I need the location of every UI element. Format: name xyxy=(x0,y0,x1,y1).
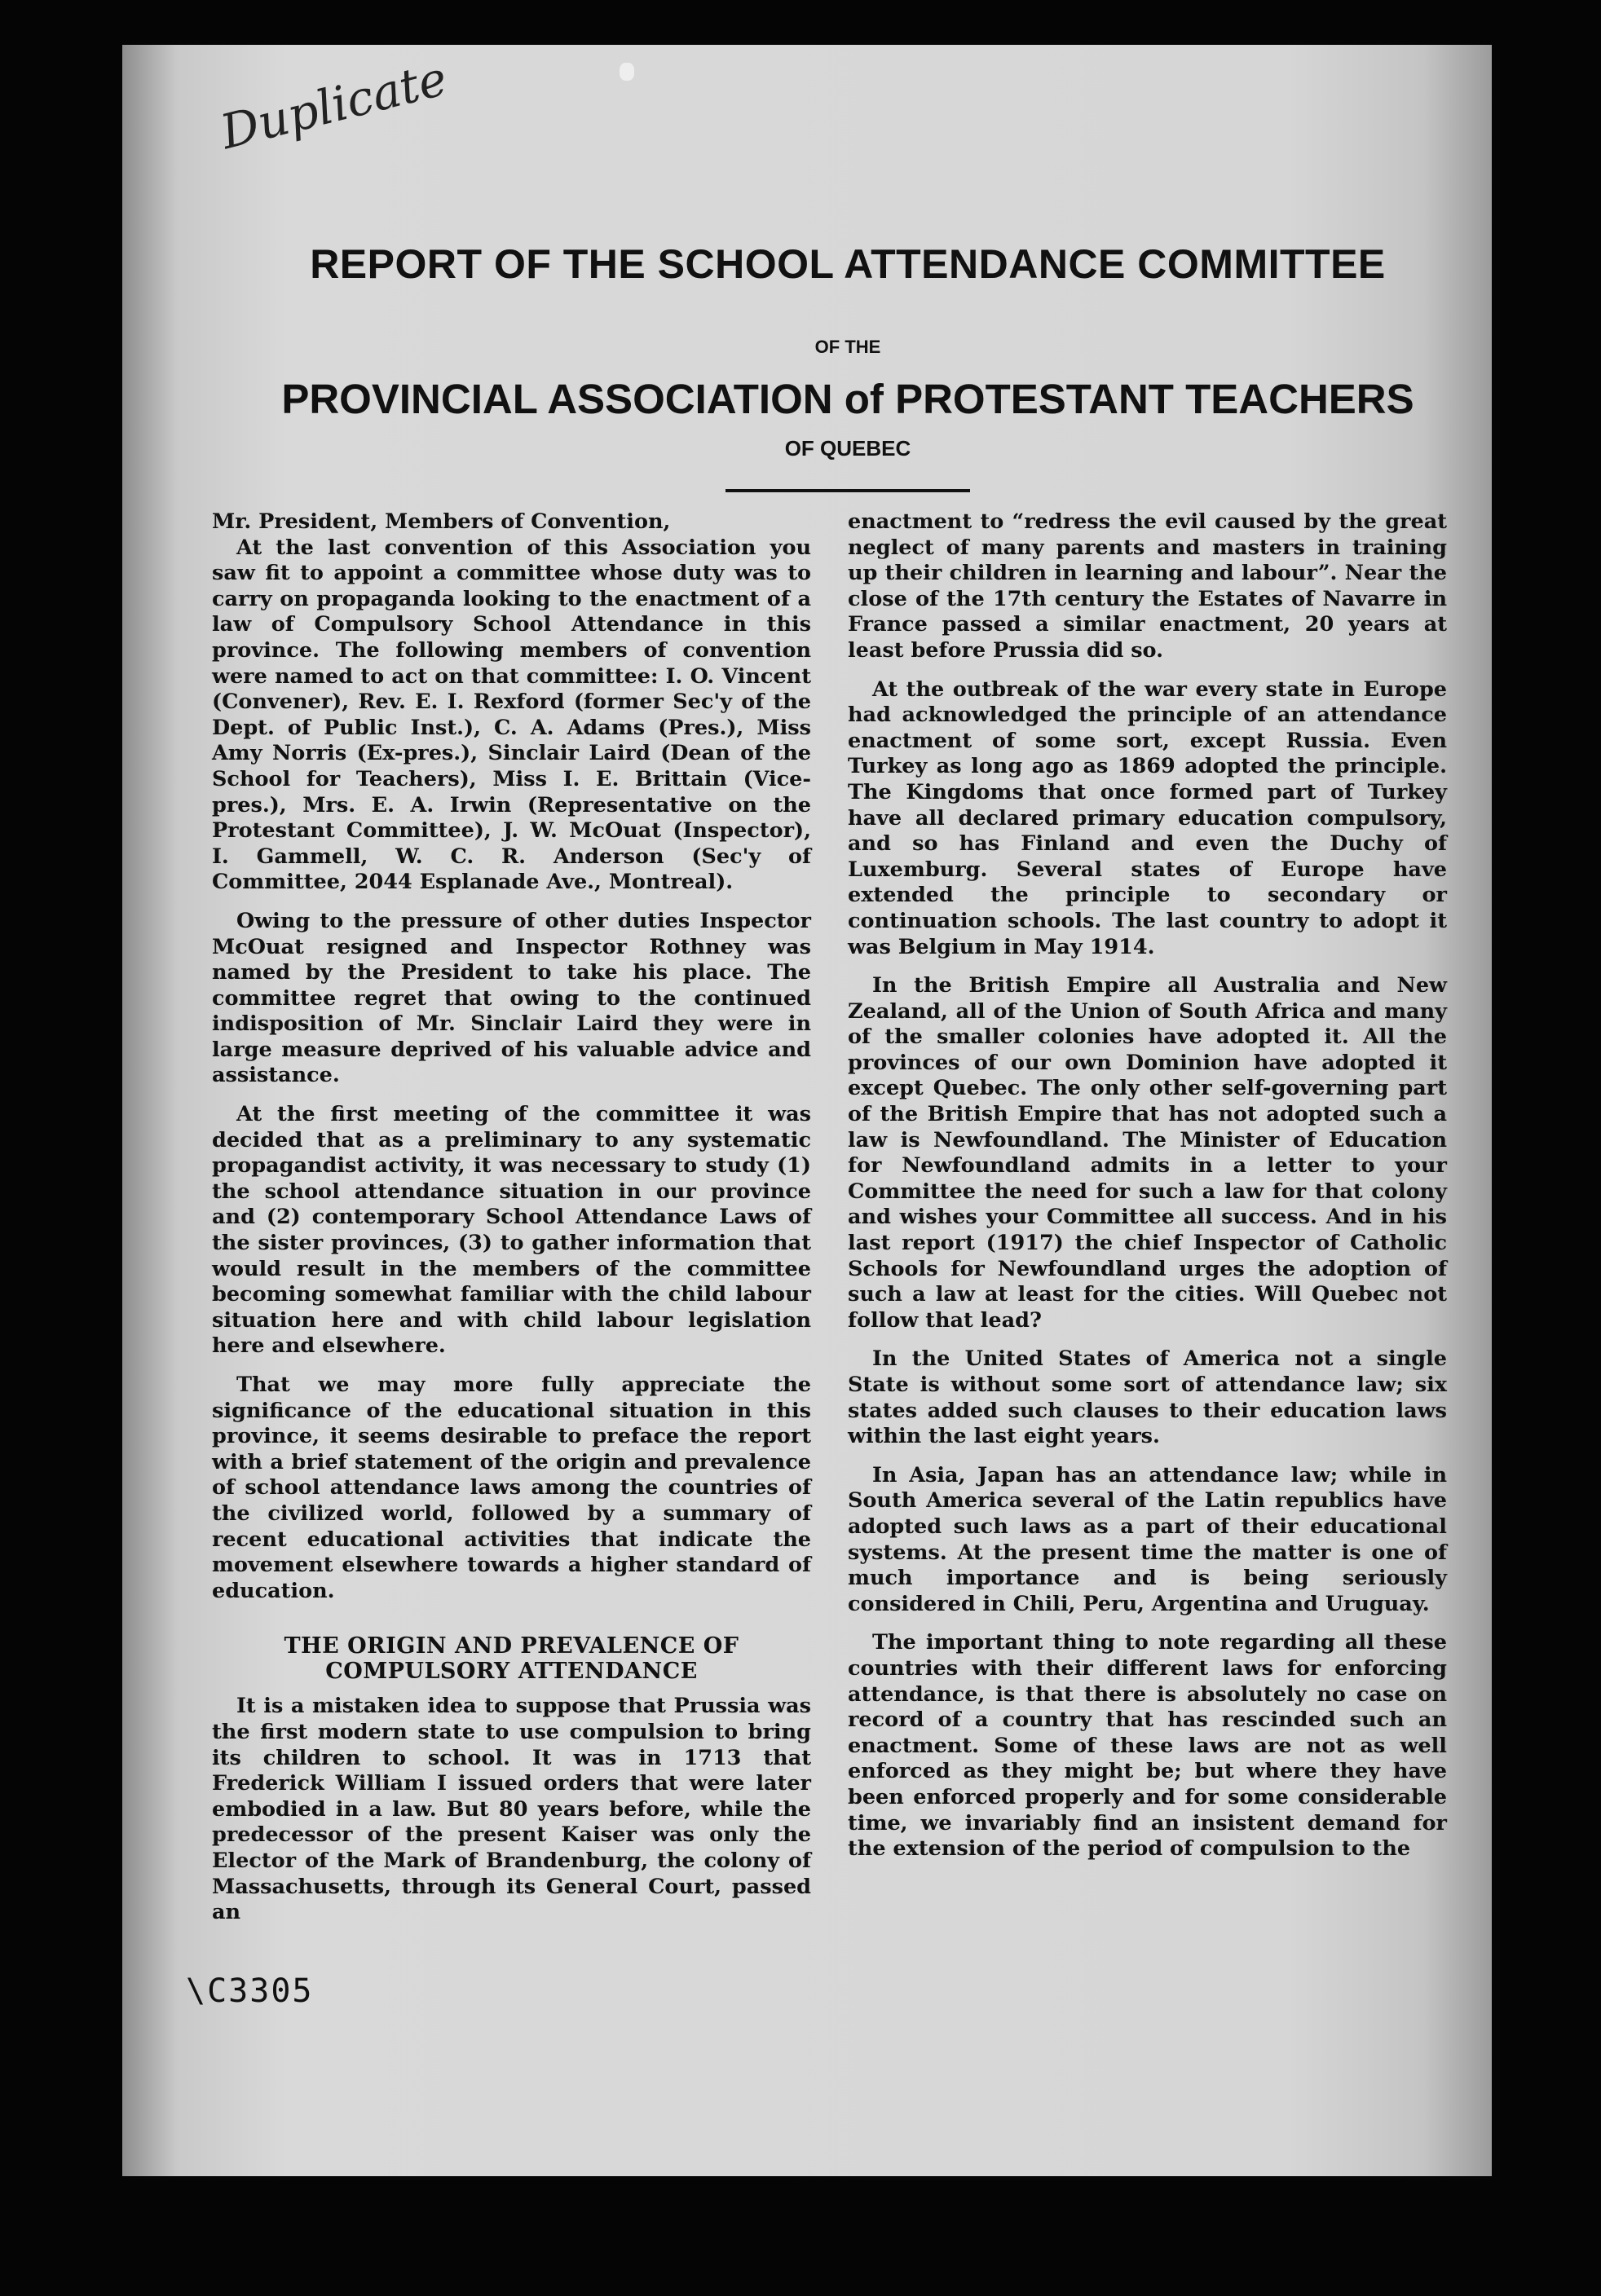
dust-speck xyxy=(620,63,634,81)
right-column xyxy=(848,509,1447,1875)
paragraph: At the first meeting of the committee it was decided that as a preliminary to any systematic propagandist activity, it was necessary to study (1) the school attendance situation in our province and (2) contemporary School Attendance Laws of the sister provinces, (3) to gather information that would result in the members of the committee becoming somewhat familiar with the child labour situation here and with child labour legislation here and elsewhere. xyxy=(212,1102,811,1359)
document-page xyxy=(122,45,1492,2176)
paragraph: enactment to “redress the evil caused by the great neglect of many parents and masters in training up their children in learning and labour”. Near the close of the 17th century the Estates of Navarre in France passed a similar enactment, 20 years at least before Prussia did so. xyxy=(848,509,1447,663)
association-title: PROVINCIAL ASSOCIATION of PROTESTANT TEACHERS xyxy=(281,376,1414,422)
salutation: Mr. President, Members of Convention, xyxy=(212,509,671,534)
catalog-number: \C3305 xyxy=(186,1972,314,2010)
paragraph: In the British Empire all Australia and New Zealand, all of the Union of South Africa and many of the smaller colonies have adopted it. All the provinces of our own Dominion have adopted it except Quebec. The only other self-governing part of the British Empire that has not adopted such a law is Newfoundland. The Minister of Education for Newfoundland admits in a letter to your Committee the need for such a law for that colony and wishes your Committee all success. And in his last report (1917) the chief Inspector of Catholic Schools for Newfoundland urges the adoption of such a law at least for the cities. Will Quebec not follow that lead? xyxy=(848,973,1447,1333)
handwritten-note: Duplicate xyxy=(214,50,452,161)
title-connector: OF THE xyxy=(814,337,881,357)
paragraph: That we may more fully appreciate the significance of the educational situation in this province, it seems desirable to preface the report with a brief statement of the origin and prevalence of school attendance laws among the countries of the civilized world, followed by a summary of recent educational activities that indicate the movement elsewhere towards a higher standard of education. xyxy=(212,1373,811,1603)
paragraph: At the last convention of this Association you saw fit to appoint a committee whose duty was to carry on propaganda looking to the enactment of a law of Compulsory School Attendance in this province. The following members of convention were named to act on that committee: I. O. Vincent (Convener), Rev. E. I. Rexford (former Sec'y of the Dept. of Public Inst.), C. A. Adams (Pres.), Miss Amy Norris (Ex-pres.), Sinclair Laird (Dean of the School for Teachers), Miss I. E. Brittain (Vice-pres.), Mrs. E. A. Irwin (Representative on the Protestant Committee), J. W. McOuat (Inspector), I. Gammell, W. C. R. Anderson (Sec'y of Committee, 2044 Esplanade Ave., Montreal). xyxy=(212,535,811,895)
left-column xyxy=(212,509,811,1939)
paragraph: Owing to the pressure of other duties Inspector McOuat resigned and Inspector Rothney was named by the President to take his place. The committee regret that owing to the continued indisposition of Mr. Sinclair Laird they were in large measure deprived of his valuable advice and assistance. xyxy=(212,908,811,1088)
paragraph: At the outbreak of the war every state in Europe had acknowledged the principle of an attendance enactment of some sort, except Russia. Even Turkey as long ago as 1869 adopted the principle. The Kingdoms that once formed part of Turkey have all declared primary education compulsory, and so has Finland and even the Duchy of Luxemburg. Several states of Europe have extended the principle to secondary or continuation schools. The last country to adopt it was Belgium in May 1914. xyxy=(848,676,1447,959)
title-location: OF QUEBEC xyxy=(784,436,911,461)
paragraph: The important thing to note regarding all these countries with their different laws for enforcing attendance, is that there is absolutely no case on record of a country that has rescinded such an enactment. Some of these laws are not as well enforced as they might be; but where they have been enforced properly and for some considerable time, we invariably find an insistent demand for the extension of the period of compulsion to the xyxy=(848,1630,1447,1862)
section-heading: THE ORIGIN AND PREVALENCE OF COMPULSORY ATTENDANCE xyxy=(284,1633,739,1685)
paragraph: In Asia, Japan has an attendance law; while in South America several of the Latin republics have adopted such laws as a part of their educational systems. At the present time the matter is one of much importance and is being seriously considered in Chili, Peru, Argentina and Uruguay. xyxy=(848,1462,1447,1616)
paragraph: It is a mistaken idea to suppose that Prussia was the first modern state to use compulsion to bring its children to school. It was in 1713 that Frederick William I issued orders that were later embodied in a law. But 80 years before, while the predecessor of the present Kaiser was only the Elector of the Mark of Brandenburg, the colony of Massachusetts, through its General Court, passed an xyxy=(212,1694,811,1925)
paragraph: In the United States of America not a single State is without some sort of attendance law; six states added such clauses to their education laws within the last eight years. xyxy=(848,1346,1447,1449)
report-title: REPORT OF THE SCHOOL ATTENDANCE COMMITTEE xyxy=(310,241,1386,287)
title-divider xyxy=(726,489,970,492)
